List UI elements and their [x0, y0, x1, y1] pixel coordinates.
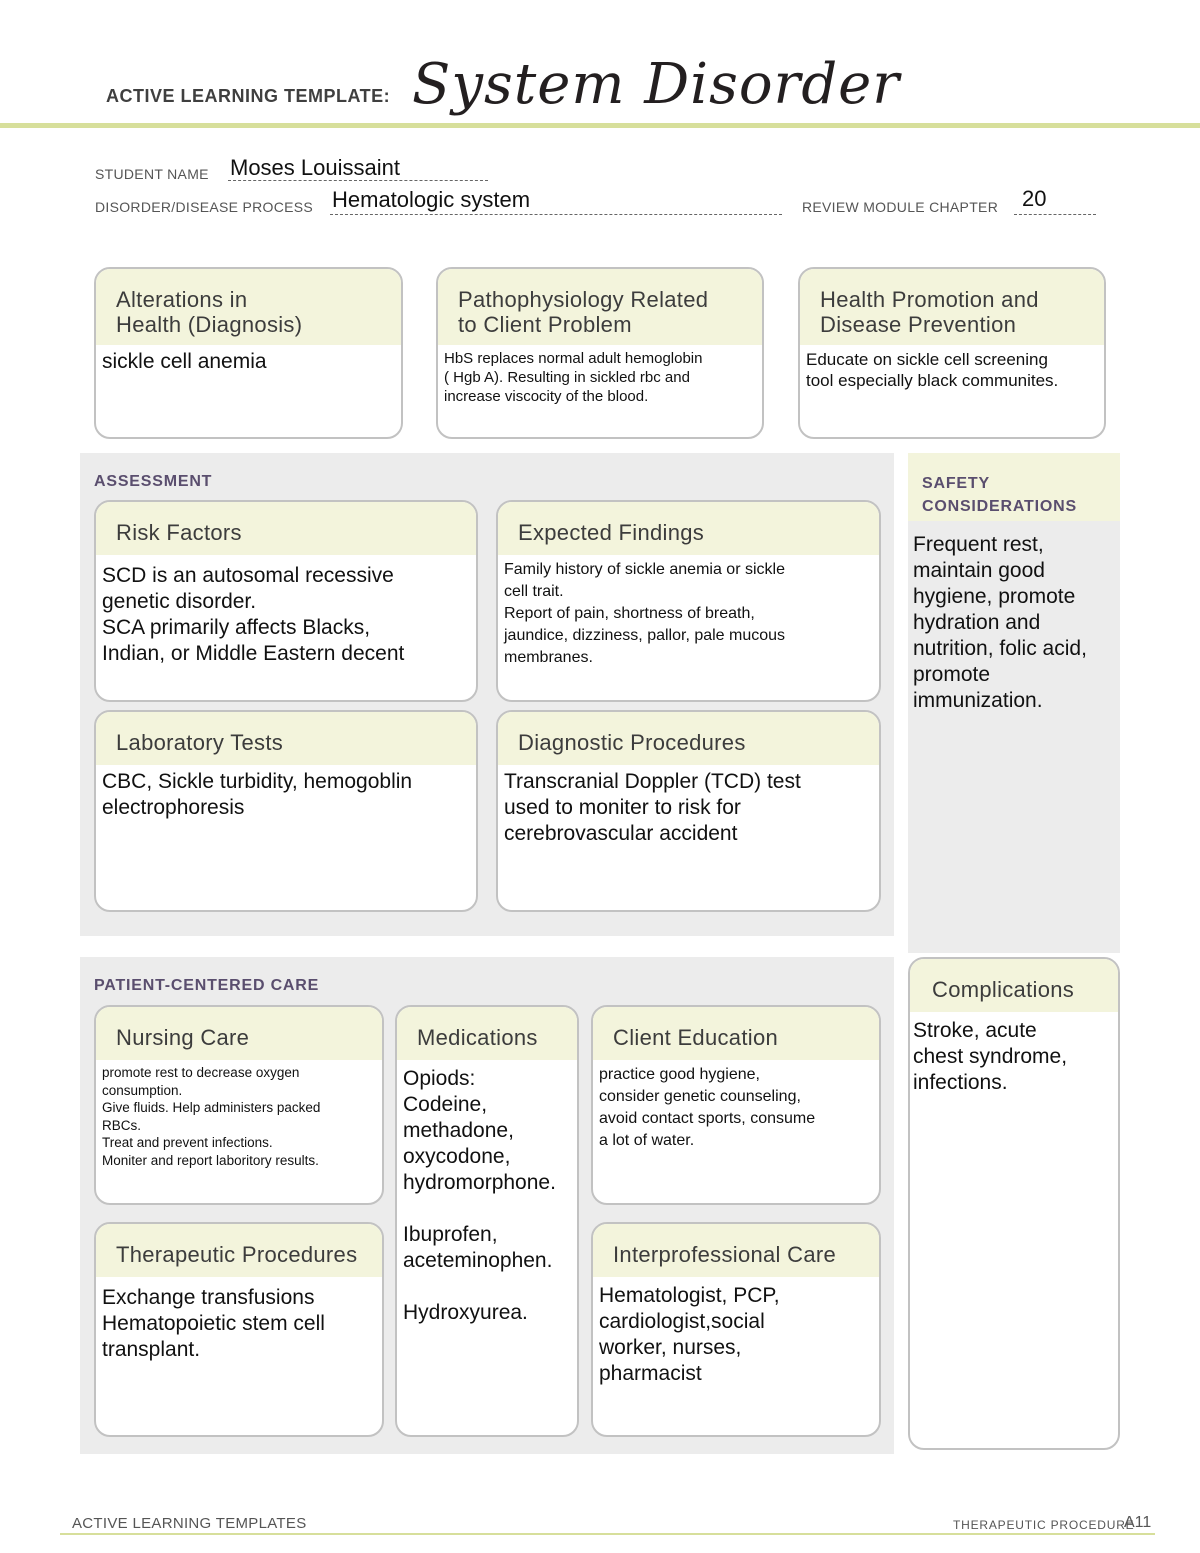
medications-text[interactable]: Opiods: Codeine, methadone, oxycodone, hydromorphone. Ibuprofen, aceteminophen. Hydroxyurea.: [403, 1067, 556, 1324]
client-education-box: [591, 1005, 881, 1205]
review-chapter-field[interactable]: [1014, 188, 1096, 215]
alterations-box: [94, 267, 403, 439]
client-education-title: Client Education: [593, 1007, 879, 1060]
interprofessional-care-box: [591, 1222, 881, 1437]
therapeutic-procedures-title: Therapeutic Procedures: [96, 1224, 382, 1277]
risk-factors-text[interactable]: SCD is an autosomal recessive genetic disorder. SCA primarily affects Blacks, Indian, or Middle Eastern decent: [102, 564, 405, 665]
header-rule: [0, 123, 1200, 128]
review-chapter-value: 20: [1022, 186, 1047, 211]
complications-text[interactable]: Stroke, acute chest syndrome, infections.: [913, 1019, 1068, 1094]
nursing-care-box: [94, 1005, 384, 1205]
safety-text[interactable]: Frequent rest, maintain good hygiene, promote hydration and nutrition, folic acid, promote immunization.: [913, 533, 1087, 712]
expected-findings-text[interactable]: Family history of sickle anemia or sickle cell trait. Report of pain, shortness of breath, jaundice, dizziness, pallor, pale mucous membranes.: [504, 561, 786, 666]
safety-title: SAFETY CONSIDERATIONS: [922, 475, 1077, 515]
nursing-care-title: Nursing Care: [96, 1007, 382, 1060]
template-title: System Disorder: [412, 52, 901, 117]
alterations-text[interactable]: sickle cell anemia: [102, 350, 267, 373]
expected-findings-title: Expected Findings: [498, 502, 879, 555]
lab-tests-text[interactable]: CBC, Sickle turbidity, hemogoblin electrophoresis: [102, 770, 413, 819]
diagnostic-procedures-title: Diagnostic Procedures: [498, 712, 879, 765]
student-name-label: STUDENT NAME: [95, 166, 209, 182]
medications-title: Medications: [397, 1007, 577, 1060]
health-promotion-title: Health Promotion and Disease Prevention: [800, 269, 1104, 345]
diagnostic-procedures-box: [496, 710, 881, 912]
health-promotion-box: [798, 267, 1106, 439]
pathophysiology-text[interactable]: HbS replaces normal adult hemoglobin ( Hgb A). Resulting in sickled rbc and increase viscocity of the blood.: [444, 350, 703, 405]
footer-page-number: A11: [1124, 1514, 1152, 1531]
student-name-value: Moses Louissaint: [230, 155, 400, 180]
disorder-label: DISORDER/DISEASE PROCESS: [95, 199, 314, 215]
expected-findings-box: [496, 500, 881, 702]
patient-care-title: PATIENT-CENTERED CARE: [94, 977, 320, 994]
footer-rule: [60, 1533, 1155, 1535]
client-education-text[interactable]: practice good hygiene, consider genetic counseling, avoid contact sports, consume a lot of water.: [599, 1066, 816, 1149]
interprofessional-care-title: Interprofessional Care: [593, 1224, 879, 1277]
pathophysiology-title: Pathophysiology Related to Client Problem: [438, 269, 762, 345]
student-name-field[interactable]: [228, 156, 488, 181]
footer-left: ACTIVE LEARNING TEMPLATES: [72, 1515, 307, 1532]
risk-factors-title: Risk Factors: [96, 502, 476, 555]
complications-box: [908, 957, 1120, 1450]
review-chapter-label: REVIEW MODULE CHAPTER: [802, 199, 999, 215]
health-promotion-text[interactable]: Educate on sickle cell screening tool especially black communites.: [806, 350, 1059, 390]
complications-title: Complications: [910, 959, 1118, 1012]
footer-right-label: THERAPEUTIC PROCEDURE: [953, 1518, 1135, 1532]
therapeutic-procedures-text[interactable]: Exchange transfusions Hematopoietic stem cell transplant.: [102, 1286, 325, 1361]
assessment-title: ASSESSMENT: [94, 473, 213, 490]
pathophysiology-box: [436, 267, 764, 439]
medications-box: [395, 1005, 579, 1437]
interprofessional-care-text[interactable]: Hematologist, PCP, cardiologist,social worker, nurses, pharmacist: [599, 1284, 780, 1385]
template-label: ACTIVE LEARNING TEMPLATE:: [106, 86, 391, 106]
therapeutic-procedures-box: [94, 1222, 384, 1437]
lab-tests-box: [94, 710, 478, 912]
diagnostic-procedures-text[interactable]: Transcranial Doppler (TCD) test used to moniter to risk for cerebrovascular accident: [504, 770, 801, 845]
lab-tests-title: Laboratory Tests: [96, 712, 476, 765]
nursing-care-text[interactable]: promote rest to decrease oxygen consumption. Give fluids. Help administers packed RBCs. Treat and prevent infections. Moniter and report laboritory results.: [102, 1065, 321, 1168]
risk-factors-box: [94, 500, 478, 702]
disorder-value: Hematologic system: [332, 187, 531, 212]
alterations-title: Alterations in Health (Diagnosis): [96, 269, 401, 345]
disorder-field[interactable]: [330, 188, 782, 215]
